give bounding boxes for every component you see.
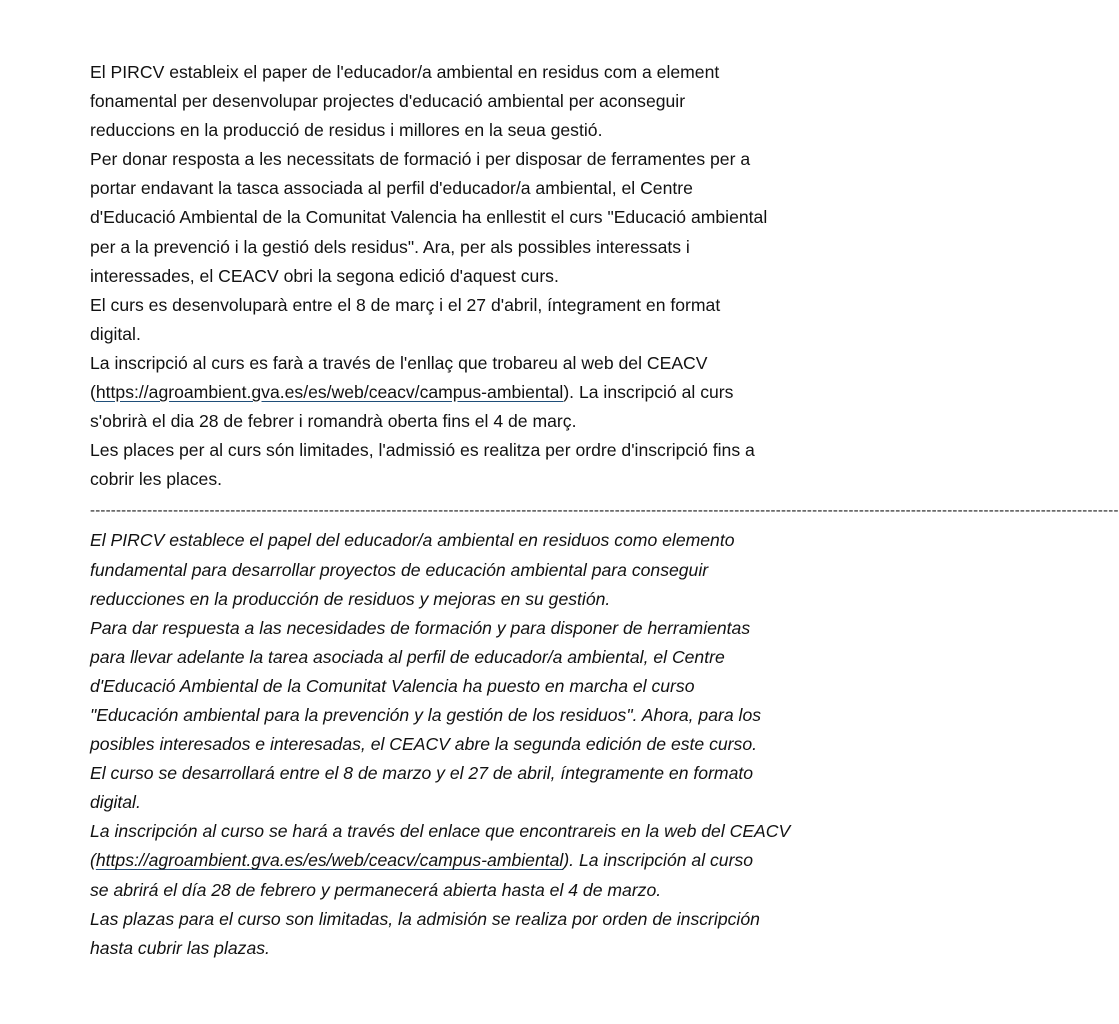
spanish-line: La inscripción al curso se hará a través del enlace que encontrareis en la web del CEACV (90, 821, 791, 842)
spanish-line: reducciones en la producción de residuos y mejoras en su gestión. (90, 588, 611, 609)
spanish-text-block (90, 526, 942, 962)
catalan-line: portar endavant la tasca associada al perfil d'educador/a ambiental, el Centre (90, 178, 693, 199)
spanish-line: posibles interesados e interesadas, el CEACV abre la segunda edición de este curso. (90, 734, 758, 755)
catalan-line: Les places per al curs són limitades, l'admissió es realitza per ordre d'inscripció fins a (90, 440, 755, 461)
catalan-link-line (90, 378, 942, 407)
spanish-line: El PIRCV establece el papel del educador/a ambiental en residuos como elemento (90, 530, 735, 551)
spanish-link-suffix: ). La inscripción al curso (563, 850, 754, 871)
spanish-link-line (90, 846, 942, 875)
dashed-separator: ------------------------------------------------------------------------------------------------------------------------------------------------------------------------------------------------------ (90, 502, 1119, 520)
catalan-line: interessades, el CEACV obri la segona edició d'aquest curs. (90, 265, 559, 286)
catalan-line: fonamental per desenvolupar projectes d'educació ambiental per aconseguir (90, 91, 686, 112)
spanish-link-prefix: ( (90, 850, 96, 871)
catalan-line: reduccions en la producció de residus i millores en la seua gestió. (90, 120, 603, 141)
document-page (90, 58, 1119, 963)
catalan-line: s'obrirà el dia 28 de febrer i romandrà oberta fins el 4 de març. (90, 411, 577, 432)
spanish-line: para llevar adelante la tarea asociada al perfil de educador/a ambiental, el Centre (90, 646, 725, 667)
spanish-line: Las plazas para el curso son limitadas, la admisión se realiza por orden de inscripción (90, 908, 760, 929)
spanish-line: hasta cubrir las plazas. (90, 937, 270, 958)
spanish-line: El curso se desarrollará entre el 8 de marzo y el 27 de abril, íntegramente en formato (90, 763, 754, 784)
catalan-line: El PIRCV estableix el paper de l'educador/a ambiental en residus com a element (90, 62, 720, 82)
catalan-line: cobrir les places. (90, 469, 223, 490)
catalan-campus-link[interactable]: https://agroambient.gva.es/es/web/ceacv/campus-ambiental (95, 382, 564, 403)
catalan-text-block (90, 58, 942, 494)
catalan-line: digital. (90, 323, 141, 344)
spanish-line: d'Educació Ambiental de la Comunitat Valencia ha puesto en marcha el curso (90, 675, 695, 696)
catalan-line: El curs es desenvoluparà entre el 8 de març i el 27 d'abril, íntegrament en format (90, 294, 721, 315)
catalan-link-prefix: ( (90, 382, 96, 403)
spanish-line: digital. (90, 792, 141, 813)
spanish-line: Para dar respuesta a las necesidades de formación y para disponer de herramientas (90, 617, 751, 638)
catalan-line: d'Educació Ambiental de la Comunitat Valencia ha enllestit el curs "Educació ambiental (90, 207, 768, 228)
catalan-line: La inscripció al curs es farà a través de l'enllaç que trobareu al web del CEACV (90, 352, 708, 373)
spanish-campus-link[interactable]: https://agroambient.gva.es/es/web/ceacv/campus-ambiental (95, 850, 564, 871)
catalan-link-suffix: ). La inscripció al curs (563, 382, 734, 403)
spanish-line: "Educación ambiental para la prevención y la gestión de los residuos". Ahora, para los (90, 704, 762, 725)
catalan-line: per a la prevenció i la gestió dels residus". Ara, per als possibles interessats i (90, 236, 690, 257)
catalan-line: Per donar resposta a les necessitats de formació i per disposar de ferramentes per a (90, 149, 751, 170)
spanish-line: fundamental para desarrollar proyectos de educación ambiental para conseguir (90, 559, 709, 580)
spanish-line: se abrirá el día 28 de febrero y permanecerá abierta hasta el 4 de marzo. (90, 879, 662, 900)
